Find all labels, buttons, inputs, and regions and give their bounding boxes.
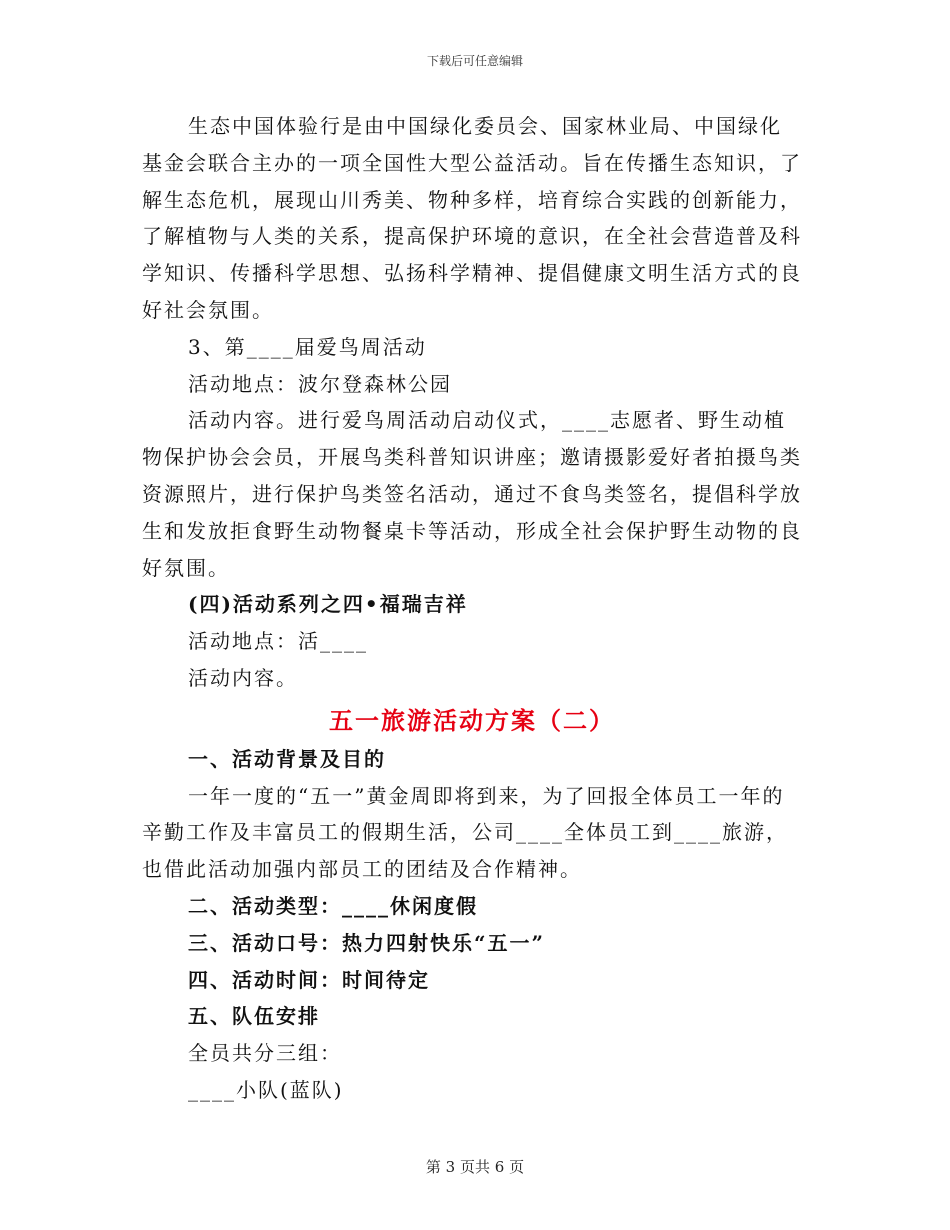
section-heading-3: 三、活动口号：热力四射快乐“五一” xyxy=(188,930,546,955)
team-intro: 全员共分三组： xyxy=(188,1041,342,1066)
document-body xyxy=(142,108,802,1109)
page-footer: 第 3 页共 6 页 xyxy=(425,1158,525,1176)
section-heading-1: 一、活动背景及目的 xyxy=(188,746,386,771)
section-heading-4: 四、活动时间：时间待定 xyxy=(188,967,430,992)
section-title: 五一旅游活动方案（二） xyxy=(329,705,615,735)
section-paragraph-1: 一年一度的“五一”黄金周即将到来，为了回报全体员工一年的辛勤工作及丰富员工的假期生活，公司____全体员工到____旅游，也借此活动加强内部员工的团结及合作精神。 xyxy=(142,783,788,882)
team-blue: ____小队(蓝队) xyxy=(188,1077,344,1102)
item-3-heading: 3、第____届爱鸟周活动 xyxy=(188,334,427,359)
paragraph-intro: 生态中国体验行是由中国绿化委员会、国家林业局、中国绿化基金会联合主办的一项全国性大型公益活动。旨在传播生态知识，了解生态危机，展现山川秀美、物种多样，培育综合实践的创新能力，了解植物与人类的关系，提高保护环境的意识，在全社会营造普及科学知识、传播科学思想、弘扬科学精神、提倡健康文明生活方式的良好社会氛围。 xyxy=(142,114,802,322)
section-heading-2: 二、活动类型：____休闲度假 xyxy=(188,893,478,918)
page-header: 下载后可任意编辑 xyxy=(426,54,523,68)
series-4-heading: (四)活动系列之四•福瑞吉祥 xyxy=(188,592,468,617)
section-heading-5: 五、队伍安排 xyxy=(188,1004,320,1029)
series-4-location: 活动地点：活____ xyxy=(188,629,368,654)
series-4-content: 活动内容。 xyxy=(188,665,298,690)
item-3-location: 活动地点：波尔登森林公园 xyxy=(188,371,452,396)
item-3-content: 活动内容。进行爱鸟周活动启动仪式，____志愿者、野生动植物保护协会会员，开展鸟类科普知识讲座；邀请摄影爱好者拍摄鸟类资源照片，进行保护鸟类签名活动，通过不食鸟类签名，提倡科学放生和发放拒食野生动物餐桌卡等活动，形成全社会保护野生动物的良好氛围。 xyxy=(142,408,802,580)
